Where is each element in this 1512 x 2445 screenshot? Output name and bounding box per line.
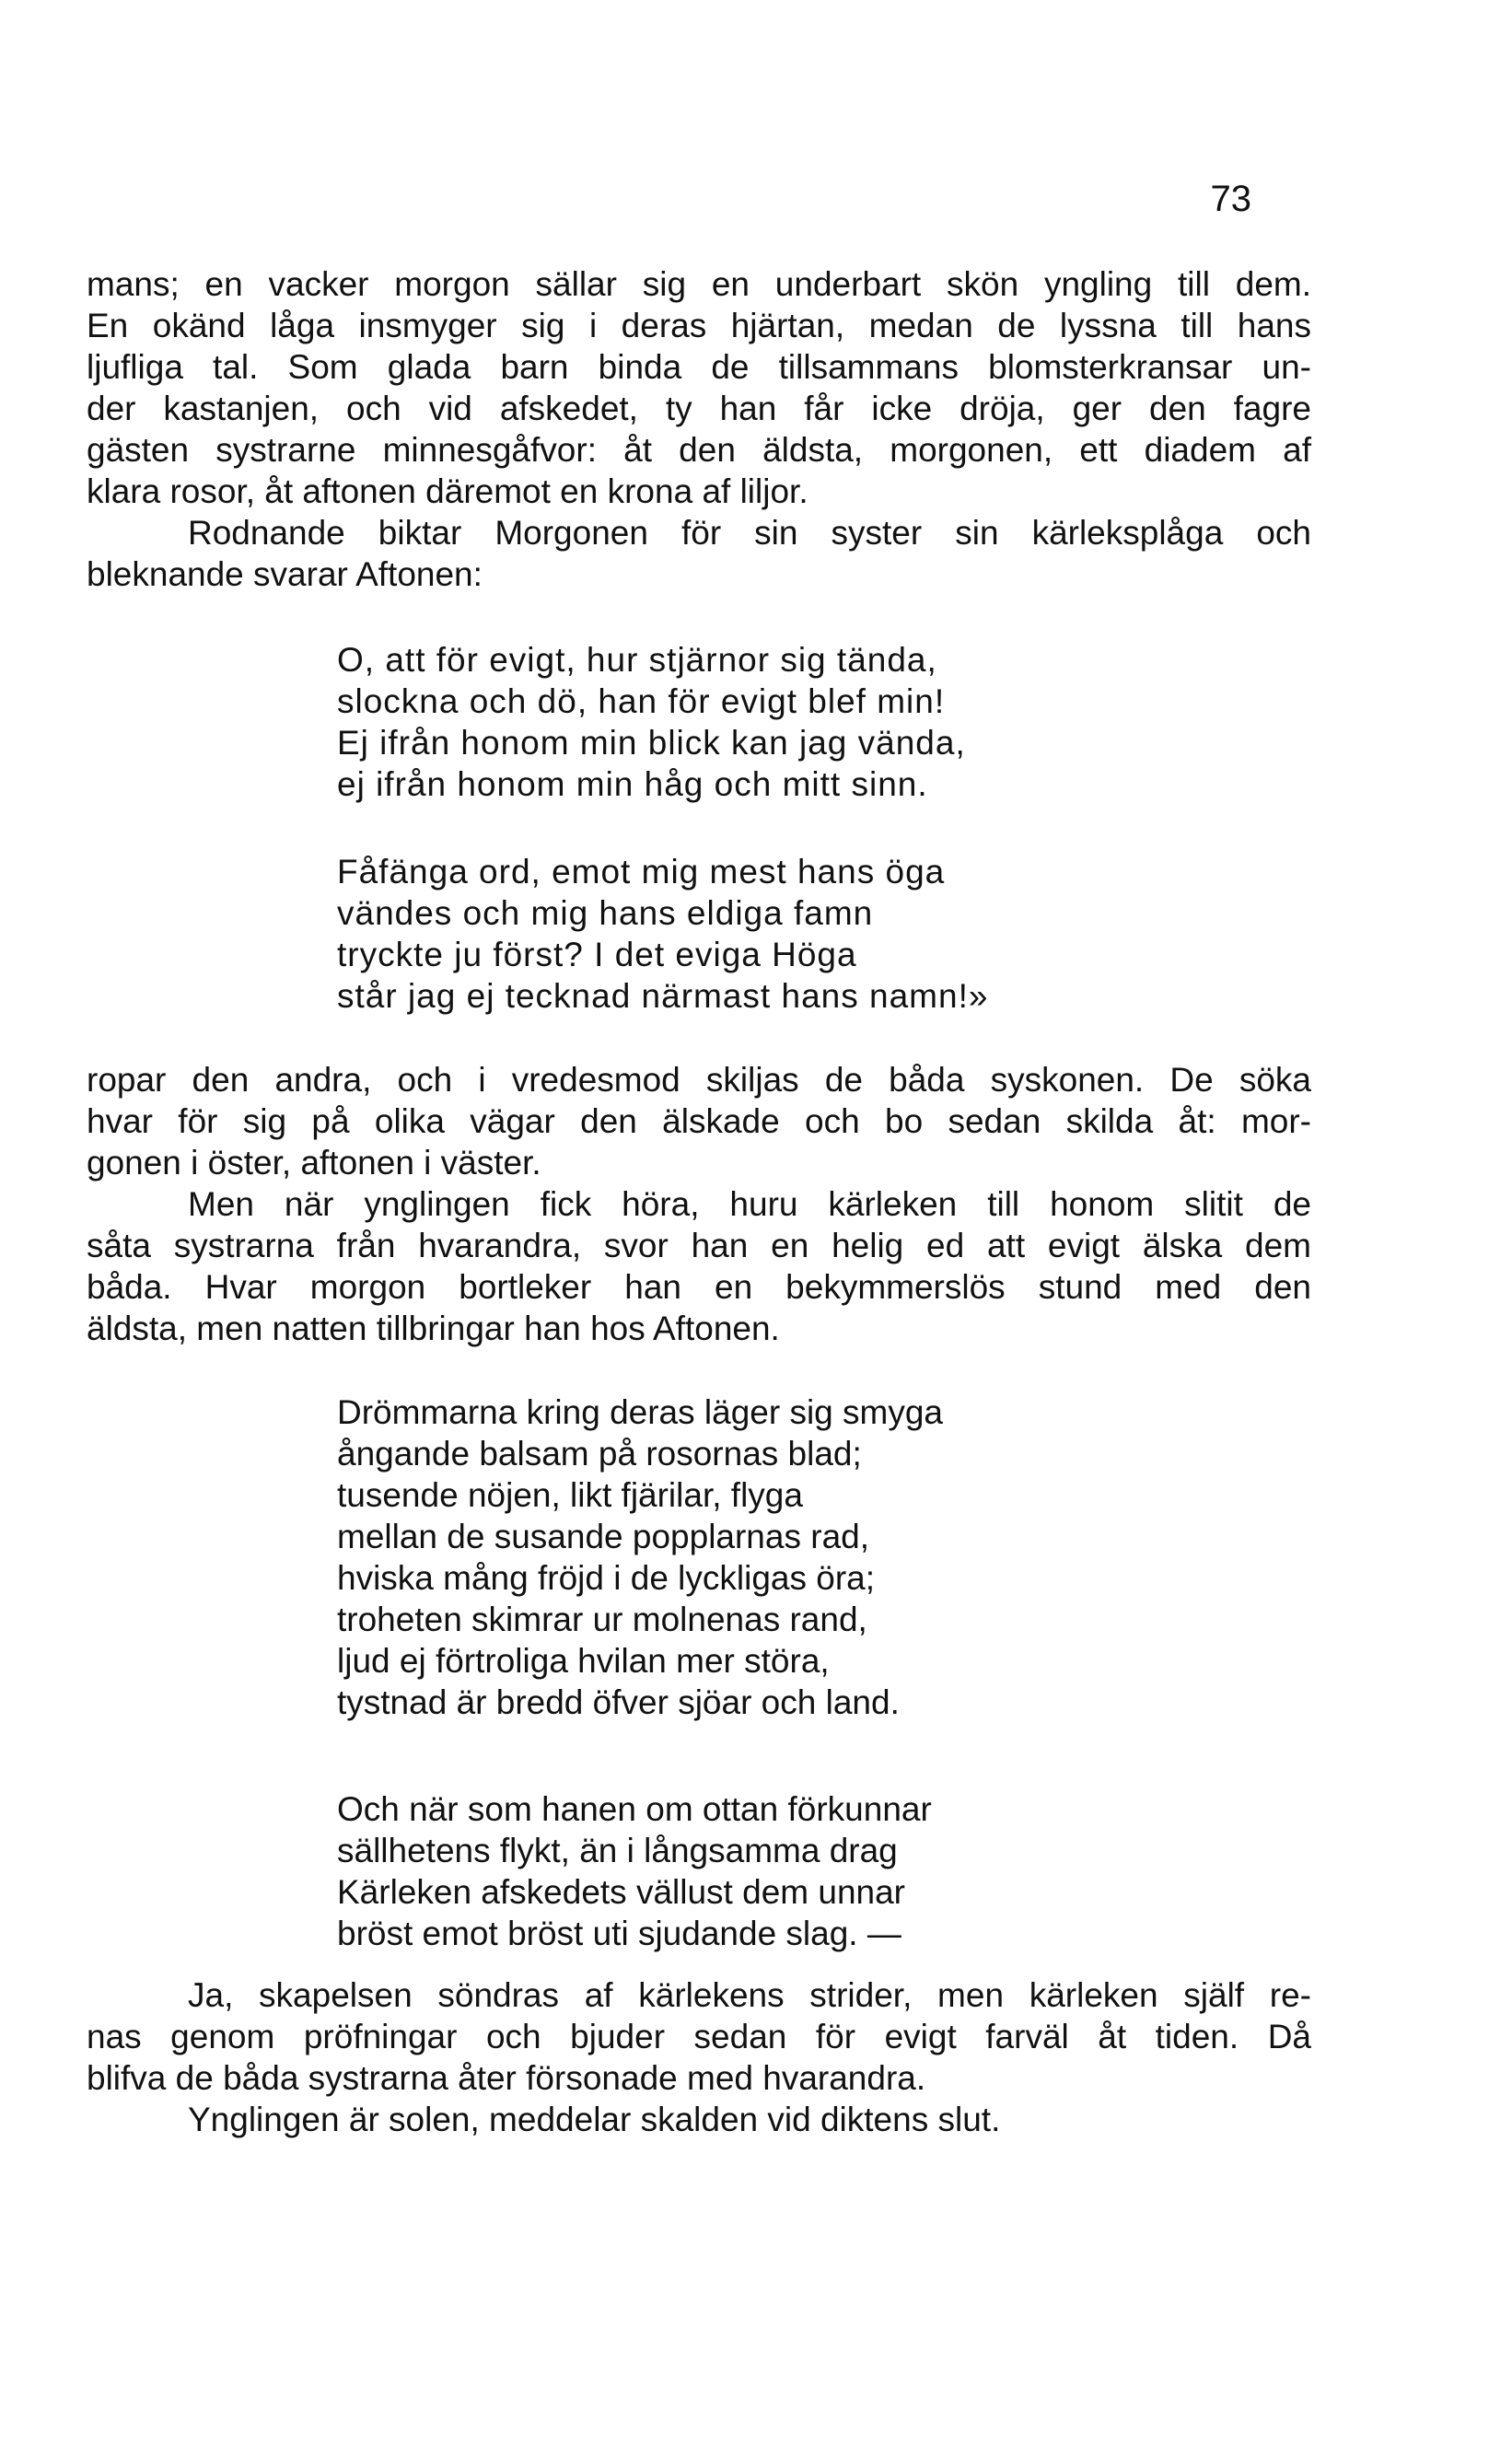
paragraph <box>87 1974 1311 2099</box>
text-line: båda. Hvar morgon bortleker han en bekymmerslös stund med den <box>87 1268 1311 1306</box>
poem-stanza-3 <box>337 1391 943 1723</box>
paragraph <box>87 263 1311 512</box>
verse-line: Kärleken afskedets vällust dem unnar <box>337 1873 906 1911</box>
prose-block-1 <box>87 263 1311 595</box>
verse-line: hviska mång fröjd i de lyckligas öra; <box>337 1559 876 1597</box>
text-line: hvar för sig på olika vägar den älskade och bo sedan skilda åt: mor- <box>87 1102 1311 1140</box>
verse-line: står jag ej tecknad närmast hans namn!» <box>337 977 989 1015</box>
page-number: 73 <box>1210 179 1251 219</box>
poem-stanza-1 <box>337 639 966 805</box>
verse-line: sällhetens flykt, än i långsamma drag <box>337 1832 898 1869</box>
verse-line: O, att för evigt, hur stjärnor sig tända, <box>337 641 937 679</box>
verse-line: Ej ifrån honom min blick kan jag vända, <box>337 724 966 762</box>
prose-block-2 <box>87 1059 1311 1349</box>
text-line: klara rosor, åt aftonen däremot en krona af liljor. <box>87 472 808 510</box>
verse-line: tystnad är bredd öfver sjöar och land. <box>337 1683 900 1721</box>
verse-line: bröst emot bröst uti sjudande slag. — <box>337 1915 901 1952</box>
verse-line: Fåfänga ord, emot mig mest hans öga <box>337 853 946 891</box>
text-line: ljufliga tal. Som glada barn binda de tillsammans blomsterkransar un- <box>87 348 1311 386</box>
paragraph <box>87 1183 1311 1349</box>
text-line: äldsta, men natten tillbringar han hos Aftonen. <box>87 1310 780 1347</box>
verse-line: tryckte ju först? I det eviga Höga <box>337 936 857 973</box>
text-line: Men när ynglingen fick höra, huru kärleken till honom slitit de <box>188 1185 1311 1223</box>
text-line: Rodnande biktar Morgonen för sin syster sin kärleksplåga och <box>188 514 1311 552</box>
paragraph <box>87 2099 1311 2140</box>
verse-line: tusende nöjen, likt fjärilar, flyga <box>337 1476 803 1514</box>
verse-line: mellan de susande popplarnas rad, <box>337 1518 869 1555</box>
text-line: gästen systrarne minnesgåfvor: åt den äldsta, morgonen, ett diadem af <box>87 431 1311 469</box>
paragraph <box>87 1059 1311 1183</box>
prose-block-3 <box>87 1974 1311 2140</box>
text-line: gonen i öster, aftonen i väster. <box>87 1144 541 1182</box>
text-line: Ynglingen är solen, meddelar skalden vid diktens slut. <box>188 2101 1001 2138</box>
verse-line: slockna och dö, han för evigt blef min! <box>337 682 946 720</box>
verse-line: vändes och mig hans eldiga famn <box>337 894 874 932</box>
text-line: blifva de båda systrarna åter försonade med hvarandra. <box>87 2059 926 2097</box>
verse-line: Och när som hanen om ottan förkunnar <box>337 1790 932 1828</box>
text-line: nas genom pröfningar och bjuder sedan för evigt farväl åt tiden. Då <box>87 2018 1311 2055</box>
text-line: mans; en vacker morgon sällar sig en underbart skön yngling till dem. <box>87 265 1311 303</box>
text-line: ropar den andra, och i vredesmod skiljas de båda syskonen. De söka <box>87 1061 1311 1099</box>
paragraph <box>87 512 1311 595</box>
verse-line: Drömmarna kring deras läger sig smyga <box>337 1393 944 1431</box>
text-line: bleknande svarar Aftonen: <box>87 555 483 593</box>
text-line: En okänd låga insmyger sig i deras hjärtan, medan de lyssna till hans <box>87 307 1311 344</box>
verse-line: ångande balsam på rosornas blad; <box>337 1435 862 1473</box>
text-line: der kastanjen, och vid afskedet, ty han får icke dröja, ger den fagre <box>87 390 1311 427</box>
verse-line: ljud ej förtroliga hvilan mer störa, <box>337 1642 830 1680</box>
text-line: såta systrarna från hvarandra, svor han en helig ed att evigt älska dem <box>87 1227 1311 1264</box>
poem-stanza-2 <box>337 851 988 1017</box>
verse-line: ej ifrån honom min håg och mitt sinn. <box>337 765 928 803</box>
text-line: Ja, skapelsen söndras af kärlekens strider, men kärleken själf re- <box>188 1976 1311 2014</box>
verse-line: troheten skimrar ur molnenas rand, <box>337 1601 867 1638</box>
poem-stanza-4 <box>337 1788 932 1954</box>
